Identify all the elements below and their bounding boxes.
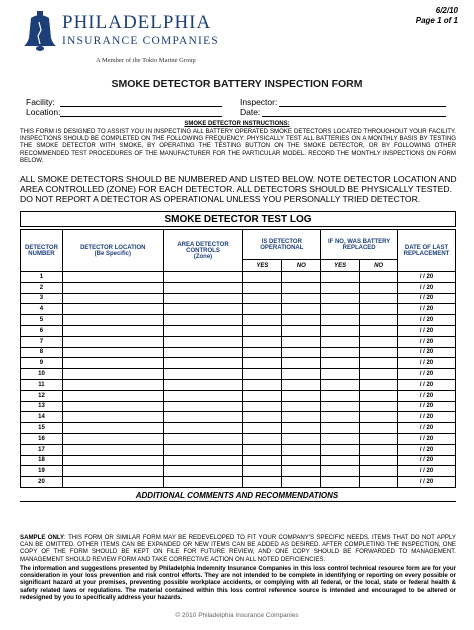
- table-row: [21, 444, 456, 455]
- area-cell[interactable]: [163, 272, 243, 283]
- location-cell[interactable]: [62, 401, 163, 412]
- last-replacement-date-cell[interactable]: / / 20: [398, 444, 456, 455]
- area-cell[interactable]: [163, 379, 243, 390]
- operational-no-cell[interactable]: [282, 379, 321, 390]
- table-row: [21, 433, 456, 444]
- location-cell[interactable]: [62, 315, 163, 326]
- location-cell[interactable]: [62, 466, 163, 477]
- last-replacement-date-cell[interactable]: / / 20: [398, 347, 456, 358]
- sample-only-text: : THIS FORM OR SIMILAR FORM MAY BE REDEVELOPED TO FIT YOUR COMPANY'S SPECIFIC NEEDS. ITEMS THAT DO NOT APPLY CAN BE OMITTED. OTHER ITEMS CAN BE EXPANDED OR NEW ITEMS CAN BE ADDED AS DESIRED. AFTER COMPLETING THE INSPECTION, ONE COPY OF THE FORM SHOULD BE KEPT ON FILE FOR FUTURE REVIEW, AND ONE COPY SHOULD BE FORWARDED TO MANAGEMENT. MANAGEMENT SHOULD REVIEW FORM AND TAKE CORRECTIVE ACTION ON ALL NOTED DEFICIENCIES.: [20, 534, 456, 563]
- location-cell[interactable]: [62, 325, 163, 336]
- operational-no-cell[interactable]: [282, 304, 321, 315]
- location-label: Location:: [26, 107, 61, 117]
- operational-yes-cell[interactable]: [243, 336, 282, 347]
- replaced-no-cell[interactable]: [360, 336, 398, 347]
- replaced-no-cell[interactable]: [360, 401, 398, 412]
- area-cell[interactable]: [163, 477, 243, 488]
- operational-yes-cell[interactable]: [243, 272, 282, 283]
- detector-number-cell: 9: [21, 358, 63, 369]
- date-field[interactable]: [262, 107, 446, 117]
- operational-no-cell[interactable]: [282, 347, 321, 358]
- area-cell[interactable]: [163, 412, 243, 423]
- replaced-no-cell[interactable]: [360, 423, 398, 434]
- detector-number-cell: 4: [21, 304, 63, 315]
- operational-no-cell[interactable]: [282, 293, 321, 304]
- operational-no-cell[interactable]: [282, 423, 321, 434]
- area-cell[interactable]: [163, 315, 243, 326]
- replaced-no-cell[interactable]: [360, 444, 398, 455]
- instructions-text: THIS FORM IS DESIGNED TO ASSIST YOU IN INSPECTING ALL BATTERY OPERATED SMOKE DETECTORS LOCATED THROUGHOUT YOUR FACILITY. INSPECTIONS SHOULD BE COMPLETED ON THE FOLLOWING FREQUENCY: PHYSICALLY TEST ALL BATTERIES ON A MONTHLY BASIS BY TESTING THE SMOKE DETECTOR WITH SMOKE, BY OPERATING THE TESTING BUTTON ON THE SMOKE DETECTOR, OR BY FOLLOWING OTHER RECOMMENDED TEST PROCEDURES OF THE MANUFACTURER FOR THE PARTICULAR MODEL. RECORD THE MONTHLY INSPECTIONS ON FORM BELOW.: [20, 128, 456, 164]
- replaced-no-cell[interactable]: [360, 282, 398, 293]
- detector-number-cell: 15: [21, 423, 63, 434]
- location-cell[interactable]: [62, 293, 163, 304]
- operational-yes-cell[interactable]: [243, 444, 282, 455]
- operational-no-cell[interactable]: [282, 444, 321, 455]
- warning-text: ALL SMOKE DETECTORS SHOULD BE NUMBERED AND LISTED BELOW. NOTE DETECTOR LOCATION AND AREA CONTROLLED (ZONE) FOR EACH DETECTOR. ALL DETECTORS SHOULD BE PHYSICALLY TESTED. DO NOT REPORT A DETECTOR AS OPERATIONAL UNLESS YOU PERSONALLY TRIED DETECTOR.: [20, 174, 457, 204]
- table-row: [21, 325, 456, 336]
- test-log-table: [20, 229, 456, 488]
- replaced-no-header: NO: [360, 260, 398, 272]
- location-cell[interactable]: [62, 272, 163, 283]
- col-header-location: DETECTOR LOCATION (Be Specific): [62, 230, 163, 272]
- operational-yes-cell[interactable]: [243, 293, 282, 304]
- area-cell[interactable]: [163, 358, 243, 369]
- operational-no-cell[interactable]: [282, 315, 321, 326]
- replaced-no-cell[interactable]: [360, 412, 398, 423]
- table-row: [21, 401, 456, 412]
- operational-yes-cell[interactable]: [243, 304, 282, 315]
- last-replacement-date-cell[interactable]: / / 20: [398, 304, 456, 315]
- last-replacement-date-cell[interactable]: / / 20: [398, 379, 456, 390]
- last-replacement-date-cell[interactable]: / / 20: [398, 455, 456, 466]
- operational-no-cell[interactable]: [282, 369, 321, 380]
- replaced-yes-cell[interactable]: [321, 379, 360, 390]
- operational-no-cell[interactable]: [282, 272, 321, 283]
- sample-only-note: [20, 534, 456, 563]
- table-row: [21, 347, 456, 358]
- operational-yes-header: YES: [243, 260, 282, 272]
- table-row: [21, 304, 456, 315]
- date-label: Date:: [240, 107, 261, 117]
- location-cell[interactable]: [62, 347, 163, 358]
- logo-member-text: A Member of the Tokio Marine Group: [96, 57, 196, 64]
- location-cell[interactable]: [62, 433, 163, 444]
- operational-no-cell[interactable]: [282, 390, 321, 401]
- inspector-label: Inspector:: [240, 97, 278, 107]
- disclaimer-text: The information and suggestions presented by Philadelphia Indemnity Insurance Companies in this loss control technical resource form are for your consideration in your loss prevention and risk control efforts. They are not intended to be complete in identifying or reporting on every possible or significant hazard at your premises, preventing possible workplace accidents, or complying with all federal, or the local, state or federal health & safety related laws or regulations. The material contained within this loss control reference source is intended and encouraged to be altered or redesigned by you to specifically address your hazards.: [20, 565, 456, 601]
- last-replacement-date-cell[interactable]: / / 20: [398, 272, 456, 283]
- location-cell[interactable]: [62, 423, 163, 434]
- additional-comments-field[interactable]: [20, 501, 456, 502]
- replaced-yes-cell[interactable]: [321, 358, 360, 369]
- area-cell[interactable]: [163, 423, 243, 434]
- area-cell[interactable]: [163, 347, 243, 358]
- area-cell[interactable]: [163, 390, 243, 401]
- detector-number-cell: 16: [21, 433, 63, 444]
- table-row: [21, 455, 456, 466]
- replaced-no-cell[interactable]: [360, 358, 398, 369]
- last-replacement-date-cell[interactable]: / / 20: [398, 390, 456, 401]
- detector-number-cell: 11: [21, 379, 63, 390]
- replaced-yes-cell[interactable]: [321, 477, 360, 488]
- last-replacement-date-cell[interactable]: / / 20: [398, 358, 456, 369]
- detector-number-cell: 5: [21, 315, 63, 326]
- replaced-yes-cell[interactable]: [321, 412, 360, 423]
- replaced-no-cell[interactable]: [360, 390, 398, 401]
- liberty-bell-icon: [22, 10, 58, 52]
- replaced-yes-cell[interactable]: [321, 293, 360, 304]
- table-row: [21, 412, 456, 423]
- table-row: [21, 423, 456, 434]
- area-cell[interactable]: [163, 336, 243, 347]
- location-cell[interactable]: [62, 304, 163, 315]
- detector-number-cell: 13: [21, 401, 63, 412]
- table-row: [21, 272, 456, 283]
- last-replacement-date-cell[interactable]: / / 20: [398, 325, 456, 336]
- replaced-yes-cell[interactable]: [321, 423, 360, 434]
- location-cell[interactable]: [62, 390, 163, 401]
- detector-number-cell: 8: [21, 347, 63, 358]
- additional-comments-title: ADDITIONAL COMMENTS AND RECOMMENDATIONS: [135, 491, 339, 500]
- replaced-no-cell[interactable]: [360, 455, 398, 466]
- operational-no-cell[interactable]: [282, 455, 321, 466]
- operational-yes-cell[interactable]: [243, 358, 282, 369]
- operational-yes-cell[interactable]: [243, 379, 282, 390]
- location-field[interactable]: [60, 107, 222, 117]
- logo-subtitle: INSURANCE COMPANIES: [62, 35, 219, 47]
- last-replacement-date-cell[interactable]: / / 20: [398, 477, 456, 488]
- replaced-yes-cell[interactable]: [321, 315, 360, 326]
- operational-yes-cell[interactable]: [243, 315, 282, 326]
- operational-no-cell[interactable]: [282, 401, 321, 412]
- detector-number-cell: 12: [21, 390, 63, 401]
- replaced-yes-cell[interactable]: [321, 444, 360, 455]
- inspector-field[interactable]: [279, 97, 446, 107]
- operational-yes-cell[interactable]: [243, 412, 282, 423]
- location-cell[interactable]: [62, 358, 163, 369]
- replaced-no-cell[interactable]: [360, 466, 398, 477]
- table-row: [21, 358, 456, 369]
- operational-no-cell[interactable]: [282, 336, 321, 347]
- detector-number-cell: 18: [21, 455, 63, 466]
- table-row: [21, 369, 456, 380]
- col-header-number: DETECTOR NUMBER: [21, 230, 63, 272]
- area-cell[interactable]: [163, 325, 243, 336]
- detector-number-cell: 7: [21, 336, 63, 347]
- operational-no-cell[interactable]: [282, 412, 321, 423]
- col-header-replaced: IF NO, WAS BATTERY REPLACED: [321, 230, 398, 260]
- header-page: Page 1 of 1: [415, 16, 458, 25]
- replaced-no-cell[interactable]: [360, 272, 398, 283]
- operational-no-header: NO: [282, 260, 321, 272]
- table-row: [21, 466, 456, 477]
- last-replacement-date-cell[interactable]: / / 20: [398, 401, 456, 412]
- replaced-yes-cell[interactable]: [321, 433, 360, 444]
- area-cell[interactable]: [163, 444, 243, 455]
- detector-number-cell: 6: [21, 325, 63, 336]
- location-cell[interactable]: [62, 369, 163, 380]
- location-cell[interactable]: [62, 455, 163, 466]
- last-replacement-date-cell[interactable]: / / 20: [398, 315, 456, 326]
- replaced-yes-cell[interactable]: [321, 282, 360, 293]
- replaced-yes-cell[interactable]: [321, 347, 360, 358]
- replaced-no-cell[interactable]: [360, 325, 398, 336]
- replaced-no-cell[interactable]: [360, 315, 398, 326]
- area-cell[interactable]: [163, 433, 243, 444]
- detector-number-cell: 20: [21, 477, 63, 488]
- location-cell[interactable]: [62, 444, 163, 455]
- last-replacement-date-cell[interactable]: / / 20: [398, 293, 456, 304]
- last-replacement-date-cell[interactable]: / / 20: [398, 282, 456, 293]
- replaced-no-cell[interactable]: [360, 477, 398, 488]
- last-replacement-date-cell[interactable]: / / 20: [398, 433, 456, 444]
- facility-field[interactable]: [60, 97, 222, 107]
- area-cell[interactable]: [163, 401, 243, 412]
- detector-number-cell: 14: [21, 412, 63, 423]
- replaced-yes-cell[interactable]: [321, 390, 360, 401]
- area-cell[interactable]: [163, 466, 243, 477]
- operational-no-cell[interactable]: [282, 325, 321, 336]
- operational-no-cell[interactable]: [282, 282, 321, 293]
- last-replacement-date-cell[interactable]: / / 20: [398, 466, 456, 477]
- col-header-date: DATE OF LAST REPLACEMENT: [398, 230, 456, 272]
- location-cell[interactable]: [62, 412, 163, 423]
- location-cell[interactable]: [62, 379, 163, 390]
- test-log-title: SMOKE DETECTOR TEST LOG: [20, 211, 456, 227]
- table-row: [21, 477, 456, 488]
- table-row: [21, 315, 456, 326]
- replaced-yes-cell[interactable]: [321, 336, 360, 347]
- operational-yes-cell[interactable]: [243, 455, 282, 466]
- replaced-yes-cell[interactable]: [321, 401, 360, 412]
- sample-only-label: SAMPLE ONLY: [20, 534, 65, 541]
- replaced-no-cell[interactable]: [360, 347, 398, 358]
- detector-number-cell: 17: [21, 444, 63, 455]
- operational-yes-cell[interactable]: [243, 390, 282, 401]
- operational-yes-cell[interactable]: [243, 423, 282, 434]
- operational-yes-cell[interactable]: [243, 401, 282, 412]
- replaced-yes-cell[interactable]: [321, 325, 360, 336]
- detector-number-cell: 3: [21, 293, 63, 304]
- table-row: [21, 293, 456, 304]
- header-date-block: [416, 6, 458, 26]
- location-cell[interactable]: [62, 282, 163, 293]
- detector-number-cell: 2: [21, 282, 63, 293]
- operational-yes-cell[interactable]: [243, 369, 282, 380]
- last-replacement-date-cell[interactable]: / / 20: [398, 412, 456, 423]
- replaced-yes-header: YES: [321, 260, 360, 272]
- last-replacement-date-cell[interactable]: / / 20: [398, 336, 456, 347]
- table-row: [21, 336, 456, 347]
- operational-no-cell[interactable]: [282, 433, 321, 444]
- area-cell[interactable]: [163, 293, 243, 304]
- operational-no-cell[interactable]: [282, 477, 321, 488]
- footer-copyright: © 2010 Philadelphia Insurance Companies: [175, 612, 299, 619]
- location-cell[interactable]: [62, 477, 163, 488]
- area-cell[interactable]: [163, 369, 243, 380]
- operational-yes-cell[interactable]: [243, 347, 282, 358]
- detector-number-cell: 1: [21, 272, 63, 283]
- header-date: 6/2/10: [435, 6, 458, 15]
- replaced-no-cell[interactable]: [360, 293, 398, 304]
- operational-no-cell[interactable]: [282, 466, 321, 477]
- table-row: [21, 390, 456, 401]
- area-cell[interactable]: [163, 304, 243, 315]
- operational-yes-cell[interactable]: [243, 466, 282, 477]
- replaced-yes-cell[interactable]: [321, 304, 360, 315]
- instructions-title: SMOKE DETECTOR INSTRUCTIONS:: [184, 121, 290, 127]
- area-cell[interactable]: [163, 282, 243, 293]
- operational-yes-cell[interactable]: [243, 282, 282, 293]
- operational-yes-cell[interactable]: [243, 433, 282, 444]
- replaced-yes-cell[interactable]: [321, 272, 360, 283]
- area-cell[interactable]: [163, 455, 243, 466]
- col-header-area: AREA DETECTOR CONTROLS (Zone): [163, 230, 243, 272]
- logo-name: PHILADELPHIA: [62, 12, 212, 33]
- facility-label: Facility:: [26, 97, 55, 107]
- operational-yes-cell[interactable]: [243, 477, 282, 488]
- replaced-yes-cell[interactable]: [321, 369, 360, 380]
- detector-number-cell: 19: [21, 466, 63, 477]
- col-header-operational: IS DETECTOR OPERATIONAL: [243, 230, 321, 260]
- replaced-no-cell[interactable]: [360, 369, 398, 380]
- replaced-no-cell[interactable]: [360, 304, 398, 315]
- operational-yes-cell[interactable]: [243, 325, 282, 336]
- operational-no-cell[interactable]: [282, 358, 321, 369]
- last-replacement-date-cell[interactable]: / / 20: [398, 423, 456, 434]
- replaced-yes-cell[interactable]: [321, 455, 360, 466]
- replaced-no-cell[interactable]: [360, 379, 398, 390]
- last-replacement-date-cell[interactable]: / / 20: [398, 369, 456, 380]
- replaced-no-cell[interactable]: [360, 433, 398, 444]
- form-title: SMOKE DETECTOR BATTERY INSPECTION FORM: [111, 78, 363, 90]
- table-row: [21, 379, 456, 390]
- location-cell[interactable]: [62, 336, 163, 347]
- replaced-yes-cell[interactable]: [321, 466, 360, 477]
- table-row: [21, 282, 456, 293]
- detector-number-cell: 10: [21, 369, 63, 380]
